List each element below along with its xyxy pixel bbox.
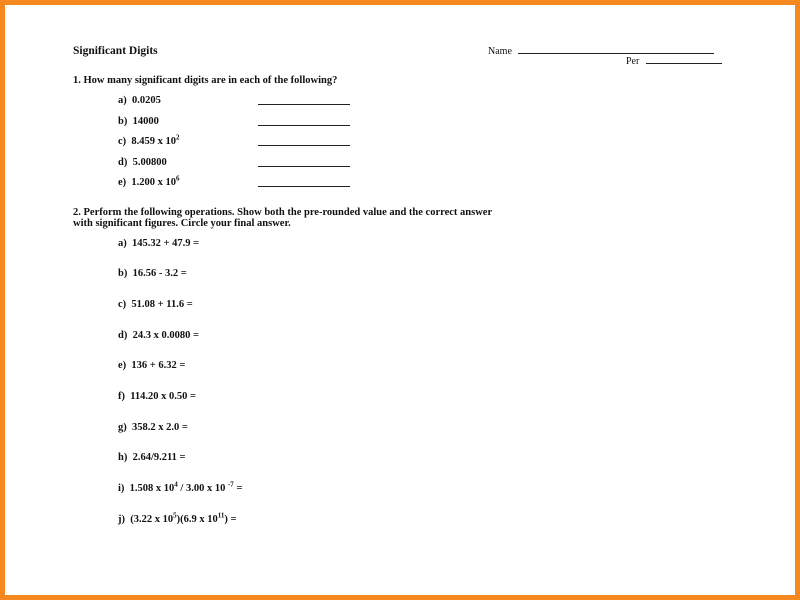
q2-item-i <box>118 480 243 494</box>
item-label: e) <box>118 360 127 371</box>
answer-blank[interactable] <box>258 125 350 126</box>
q1-item-b <box>118 116 159 127</box>
q2-item-e <box>118 360 185 371</box>
question-2-prompt-line1: 2. Perform the following operations. Show both the pre-rounded value and the correct answer <box>73 207 493 218</box>
q2-item-b <box>118 268 187 279</box>
exponent: -7 <box>227 480 234 489</box>
item-label: c) <box>118 136 127 147</box>
q2-item-c <box>118 299 193 310</box>
item-expression: 51.08 + 11.6 = <box>131 299 193 310</box>
q2-item-d <box>118 330 199 341</box>
item-label: c) <box>118 299 127 310</box>
item-expression-part: 1.508 x 10 <box>129 483 175 494</box>
q1-item-e <box>118 174 180 188</box>
item-label: h) <box>118 452 128 463</box>
item-label: b) <box>118 268 128 279</box>
per-field[interactable] <box>626 56 722 67</box>
q2-item-h <box>118 452 186 463</box>
item-label: f) <box>118 391 125 402</box>
answer-blank[interactable] <box>258 104 350 105</box>
item-expression-part: = <box>233 483 243 494</box>
q2-item-f <box>118 391 196 402</box>
item-value: 5.00800 <box>132 157 167 168</box>
item-value: 0.0205 <box>132 95 161 106</box>
q1-item-c <box>118 133 180 147</box>
q1-item-a <box>118 95 161 106</box>
item-label: e) <box>118 177 127 188</box>
q1-item-d <box>118 157 167 168</box>
q2-item-g <box>118 422 188 433</box>
item-label: i) <box>118 483 125 494</box>
item-expression: 16.56 - 3.2 = <box>132 268 187 279</box>
item-label: b) <box>118 116 128 127</box>
answer-blank[interactable] <box>258 145 350 146</box>
item-expression-part: / 3.00 x 10 <box>177 483 228 494</box>
item-label: g) <box>118 422 127 433</box>
item-label: d) <box>118 330 128 341</box>
answer-blank[interactable] <box>258 186 350 187</box>
question-1-prompt: 1. How many significant digits are in each of the following? <box>73 75 338 86</box>
name-label: Name <box>488 46 512 57</box>
exponent: 5 <box>173 511 177 520</box>
item-value: 1.200 x 10 <box>131 177 177 188</box>
item-expression: 145.32 + 47.9 = <box>132 238 200 249</box>
item-expression: 358.2 x 2.0 = <box>132 422 188 433</box>
exponent: 4 <box>174 480 178 489</box>
answer-blank[interactable] <box>258 166 350 167</box>
exponent: 2 <box>176 133 180 142</box>
per-label: Per <box>626 56 640 67</box>
item-value: 14000 <box>132 116 159 127</box>
q2-item-j <box>118 511 237 525</box>
item-expression-part: )(6.9 x 10 <box>176 514 218 525</box>
per-line[interactable] <box>646 63 722 64</box>
item-expression: 114.20 x 0.50 = <box>130 391 197 402</box>
item-expression-part: ) = <box>224 514 237 525</box>
item-expression: 2.64/9.211 = <box>132 452 186 463</box>
question-2-prompt-line2: with significant figures. Circle your final answer. <box>73 218 291 229</box>
item-expression: 24.3 x 0.0080 = <box>132 330 199 341</box>
worksheet-title: Significant Digits <box>73 45 158 57</box>
item-label: a) <box>118 95 127 106</box>
exponent: 11 <box>217 511 225 520</box>
exponent: 6 <box>176 174 180 183</box>
item-expression: 136 + 6.32 = <box>131 360 186 371</box>
item-value: 8.459 x 10 <box>131 136 177 147</box>
item-label: j) <box>118 514 125 525</box>
item-label: a) <box>118 238 127 249</box>
name-line[interactable] <box>518 53 714 54</box>
item-label: d) <box>118 157 128 168</box>
q2-item-a <box>118 238 199 249</box>
item-expression-part: (3.22 x 10 <box>130 514 174 525</box>
